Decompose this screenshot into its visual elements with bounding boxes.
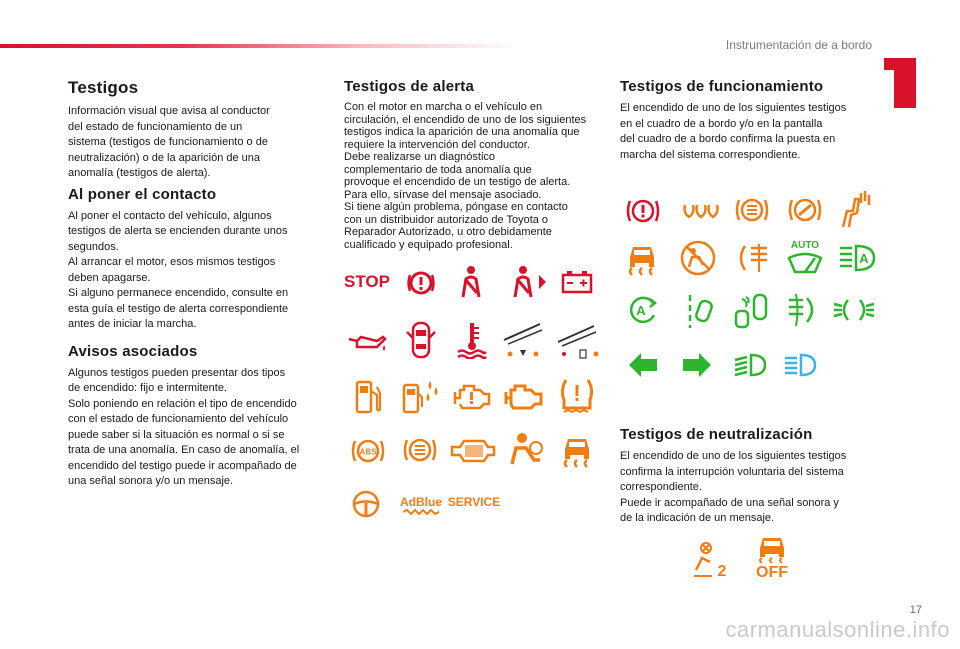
column-neutralizacion bbox=[620, 426, 882, 531]
warning-circle-icon bbox=[404, 266, 438, 300]
foot-brake-icon bbox=[838, 188, 872, 230]
traction-control-active-icon bbox=[624, 238, 660, 278]
door-open-icon bbox=[404, 320, 438, 360]
brake-assist-icon bbox=[402, 432, 438, 468]
off-label: OFF bbox=[756, 564, 788, 581]
fuel-low-icon bbox=[352, 378, 384, 416]
particle-filter-icon bbox=[450, 436, 496, 466]
stop-start-icon bbox=[624, 292, 660, 328]
neutralizacion-title: Testigos de neutralización bbox=[620, 426, 813, 443]
page-number: 17 bbox=[909, 604, 922, 616]
high-beam-icon bbox=[782, 350, 818, 380]
alerta-text: Con el motor en marcha o el vehículo en circulación, el encendido de uno de los siguientes testigos indica la aparición de una anomalía que requiere la intervención del conductor. Debe realizarse un diagnóstico complementario de toda anomalía que provoque el encendido de un testigo de alerta. Para ello, sírvase del mensaje asociado. Si tiene algún problema, póngase en contacto con un distribuidor autorizado de Toyota o Reparador Autorizado, u otro debidamente cualificado y equipado profesional. bbox=[344, 101, 587, 251]
brake-pad-icon bbox=[733, 192, 771, 228]
contacto-text: Al poner el contacto del vehículo, algunos testigos de alerta se encienden durante unos segundos. Al arrancar el motor, esos mismos testigos deben apagarse. Si alguno permanece encendido, consulte en esta guía el testigo de alerta correspondiente antes de iniciar la marcha. bbox=[68, 209, 289, 330]
low-beam-icon bbox=[732, 350, 768, 380]
turn-left-icon bbox=[626, 350, 660, 380]
avisos-title: Avisos asociados bbox=[68, 342, 198, 360]
avisos-text: Algunos testigos pueden presentar dos tipos de encendido: fijo e intermitente. Solo poniendo en relación el tipo de encendido con el estado de funcionamiento del vehículo puede saber si la situación es normal o si se trata de una anomalía. En caso de anomalía, el encendido del testigo puede ir acompañado de una señal sonora y/o un mensaje. bbox=[68, 366, 300, 487]
testigos-title: Testigos bbox=[68, 78, 139, 97]
neutral-two-label: 2 bbox=[717, 563, 727, 580]
passenger-airbag-disabled-icon bbox=[690, 540, 732, 582]
seatbelt-icon bbox=[455, 264, 487, 300]
seatbelt-passenger-icon bbox=[508, 264, 550, 300]
gauge-fuel-warning-icon bbox=[552, 316, 600, 362]
auto-headlight-icon bbox=[838, 240, 876, 276]
oil-pressure-icon bbox=[346, 328, 388, 358]
sidelights-icon bbox=[832, 294, 876, 326]
testigos-text: Información visual que avisa al conductor del estado de funcionamiento de un sistema (testigos de funcionamiento o de neutralización) o de la aparición de una anomalía (testigos de alerta). bbox=[68, 105, 270, 179]
steering-wheel-icon bbox=[348, 486, 384, 522]
traction-control-icon bbox=[558, 430, 596, 470]
passenger-airbag-off-icon bbox=[678, 238, 718, 278]
steering-lock-icon bbox=[786, 192, 824, 228]
column-funcionamiento bbox=[620, 78, 882, 167]
abs-icon bbox=[350, 434, 386, 468]
column-intro bbox=[68, 78, 326, 494]
section-title: Instrumentación de a bordo bbox=[725, 38, 872, 52]
auto-wiper-icon bbox=[782, 236, 828, 280]
front-fog-icon bbox=[784, 290, 822, 330]
stop-start-a-label: A bbox=[636, 303, 646, 318]
funcionamiento-text: El encendido de uno de los siguientes testigos en el cuadro de a bordo y/o en la pantalla del cuadro de a bordo confirma la puesta en marcha del sistema correspondiente. bbox=[620, 102, 847, 161]
battery-icon bbox=[560, 268, 594, 296]
engine-check-icon bbox=[503, 380, 545, 414]
alerta-title: Testigos de alerta bbox=[344, 78, 475, 95]
watermark: carmanualsonline.info bbox=[725, 617, 950, 642]
auto-label: AUTO bbox=[790, 240, 820, 251]
turn-right-icon bbox=[680, 350, 714, 380]
neutralizacion-text: El encendido de uno de los siguientes testigos confirma la interrupción voluntaria del sistema correspondiente. Puede ir acompañado de una señal sonora y de la indicación de un mensaje. bbox=[620, 450, 847, 524]
parking-brake-icon bbox=[624, 194, 662, 228]
lane-assist-icon bbox=[684, 290, 718, 330]
traction-off-icon bbox=[750, 530, 794, 584]
chapter-number-mark bbox=[894, 58, 916, 108]
tyre-pressure-icon bbox=[558, 376, 596, 416]
park-assist-icon bbox=[730, 288, 774, 332]
engine-alert-icon bbox=[452, 380, 492, 414]
contacto-title: Al poner el contacto bbox=[68, 185, 217, 203]
funcionamiento-title: Testigos de funcionamiento bbox=[620, 78, 824, 95]
fuel-filter-icon bbox=[400, 378, 440, 416]
airbag-off-icon bbox=[506, 430, 546, 468]
header-red-line bbox=[0, 44, 520, 48]
column-alerta bbox=[344, 78, 604, 255]
adblue-label: AdBlue bbox=[400, 495, 442, 509]
gauge-warning-icon bbox=[500, 316, 546, 362]
coolant-temp-icon bbox=[455, 320, 489, 360]
abs-label: ABS bbox=[359, 447, 377, 457]
glow-plug-icon bbox=[680, 196, 720, 226]
stop-icon: STOP bbox=[344, 272, 390, 291]
rear-fog-icon bbox=[732, 240, 772, 276]
adblue-icon bbox=[398, 490, 444, 520]
headlight-a-label: A bbox=[859, 251, 869, 266]
service-icon: SERVICE bbox=[447, 495, 501, 509]
